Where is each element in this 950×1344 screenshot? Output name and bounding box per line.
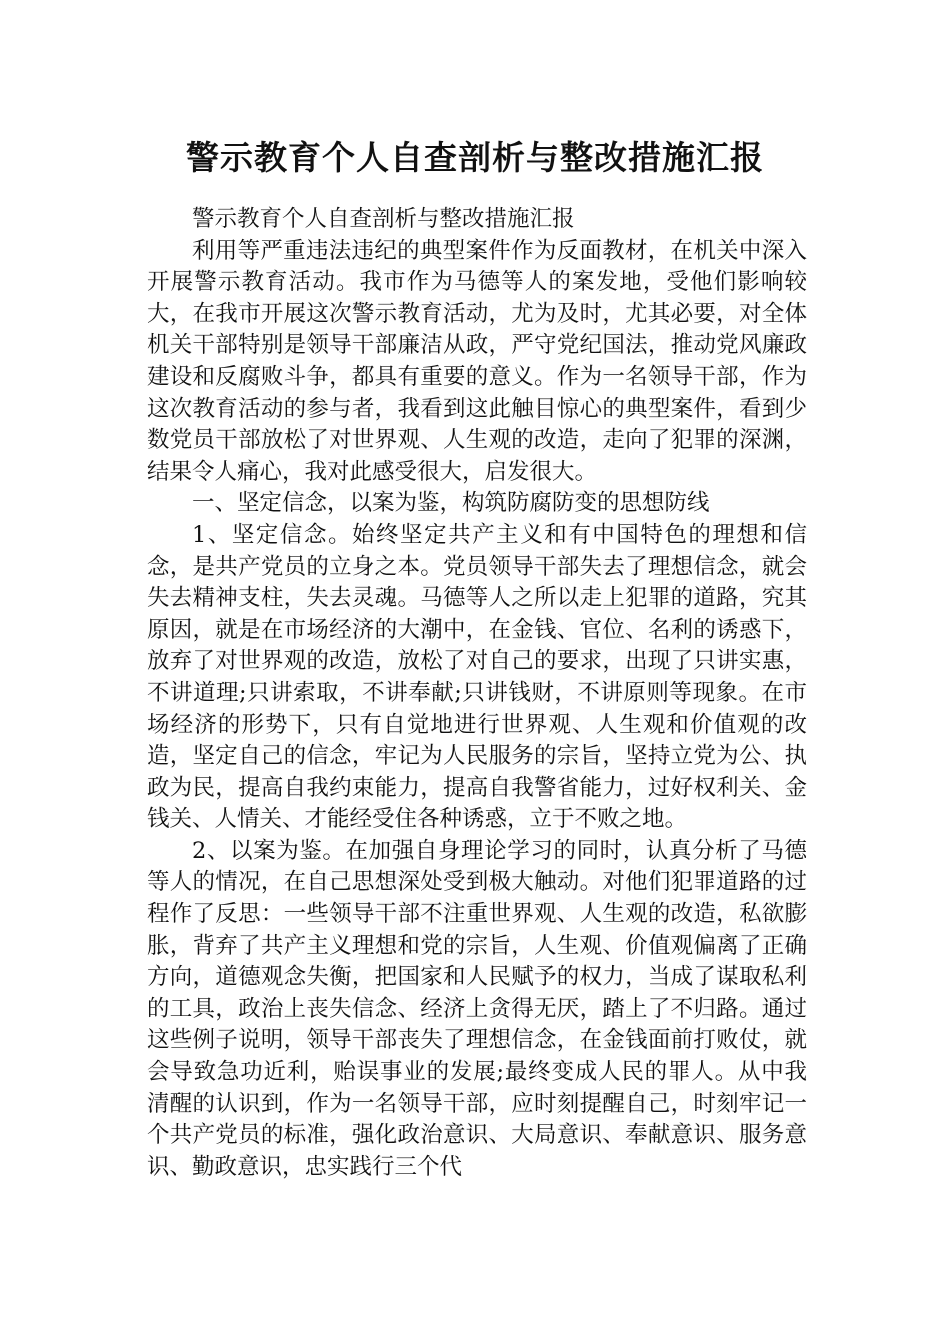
- body-subtitle: 警示教育个人自查剖析与整改措施汇报: [192, 206, 575, 232]
- document-title: 警示教育个人自查剖析与整改措施汇报: [186, 138, 764, 177]
- paragraph-learn-from-cases: 2、以案为鉴。在加强自身理论学习的同时，认真分析了马德等人的情况，在自己思想深处受到极大触动。对他们犯罪道路的过程作了反思：一些领导干部不注重世界观、人生观的改造，私欲膨胀，背弃了共产主义理想和党的宗旨，人生观、价值观偏离了正确方向，道德观念失衡，把国家和人民赋予的权力，当成了谋取私利的工具，政治上丧失信念、经济上贪得无厌，踏上了不归路。通过这些例子说明，领导干部丧失了理想信念，在金钱面前打败仗，就会导致急功近利，贻误事业的发展;最终变成人民的罪人。从中我清醒的认识到，作为一名领导干部，应时刻提醒自己，时刻牢记一个共产党员的标准，强化政治意识、大局意识、奉献意识、服务意识、勤政意识，忠实践行三个代: [147, 837, 807, 1180]
- document-body: [147, 204, 807, 1183]
- intro-paragraph: 利用等严重违法违纪的典型案件作为反面教材，在机关中深入开展警示教育活动。我市作为马德等人的案发地，受他们影响较大，在我市开展这次警示教育活动，尤为及时，尤其必要，对全体机关干部特别是领导干部廉洁从政，严守党纪国法，推动党风廉政建设和反腐败斗争，都具有重要的意义。作为一名领导干部，作为这次教育活动的参与者，我看到这此触目惊心的典型案件，看到少数党员干部放松了对世界观、人生观的改造，走向了犯罪的深渊，结果令人痛心，我对此感受很大，启发很大。: [147, 237, 807, 485]
- section-heading: 一、坚定信念，以案为鉴，构筑防腐防变的思想防线: [192, 490, 710, 517]
- paragraph-firm-belief: 1、坚定信念。始终坚定共产主义和有中国特色的理想和信念，是共产党员的立身之本。党员领导干部失去了理想信念，就会失去精神支柱，失去灵魂。马德等人之所以走上犯罪的道路，究其原因，就是在市场经济的大潮中，在金钱、官位、名利的诱惑下，放弃了对世界观的改造，放松了对自己的要求，出现了只讲实惠，不讲道理;只讲索取，不讲奉献;只讲钱财，不讲原则等现象。在市场经济的形势下，只有自觉地进行世界观、人生观和价值观的改造，坚定自己的信念，牢记为人民服务的宗旨，坚持立党为公、执政为民，提高自我约束能力，提高自我警省能力，过好权利关、金钱关、人情关、才能经受住各种诱惑，立于不败之地。: [147, 521, 807, 833]
